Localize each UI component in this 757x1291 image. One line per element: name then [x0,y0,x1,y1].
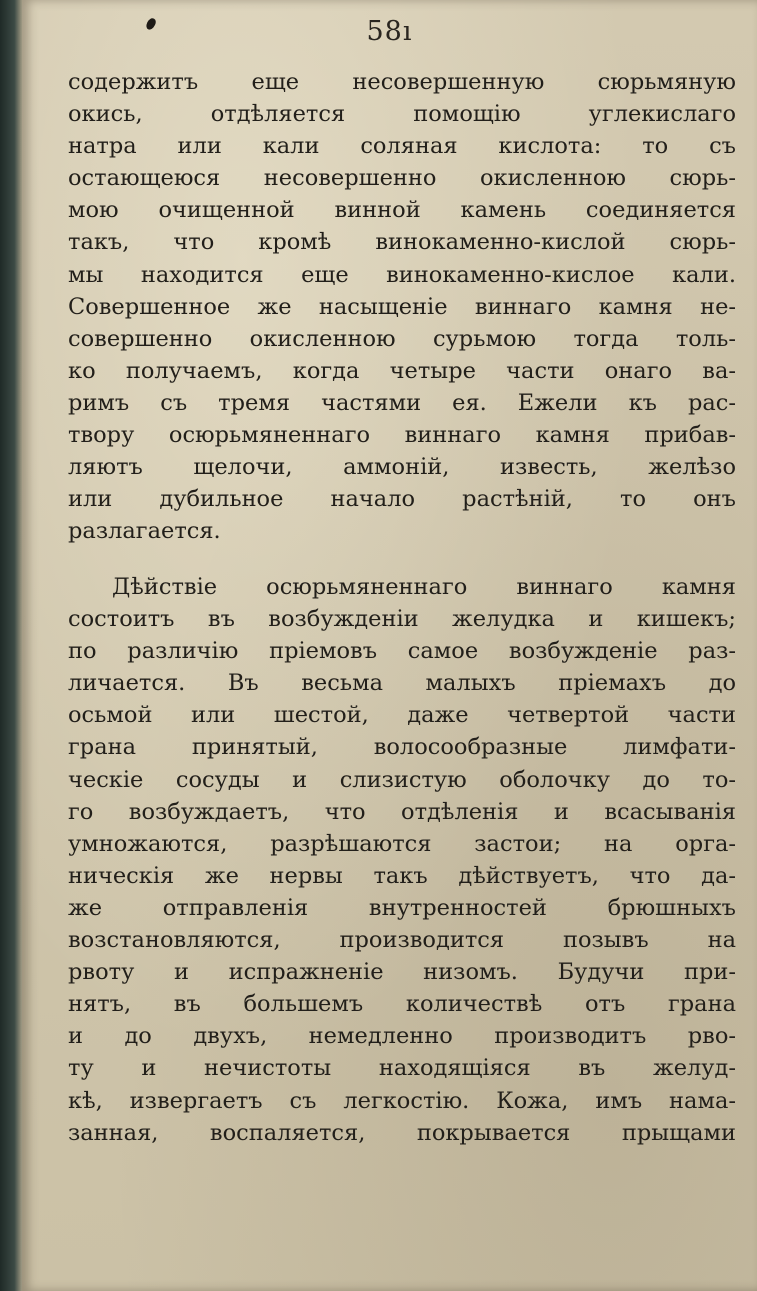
text-line: нятъ, въ большемъ количествѣ отъ грана [68,991,736,1018]
paragraph-2 [68,571,736,1149]
text-line: римъ съ тремя частями ея. Ежели къ рас- [68,389,736,416]
text-line: умножаются, разрѣшаются застои; на орга- [68,830,736,857]
text-line: ляютъ щелочи, аммонiй, известь, желѣзо [68,454,736,481]
text-line: го возбуждаетъ, что отдѣленiя и всасыванiя [68,798,736,825]
text-line: Дѣйствiе осюрьмяненнаго виннаго камня [112,574,736,600]
text-line: остающеюся несовершенно окисленною сюрь- [68,165,736,192]
text-line: натра или кали соляная кислота: то съ [68,133,736,160]
text-line: по различiю прiемовъ самое возбужденiе раз- [68,638,736,665]
book-page [22,0,757,1291]
text-line: или дубильное начало растѣнiй, то онъ [68,486,736,513]
text-line: рвоту и испражненiе низомъ. Будучи при- [68,959,736,986]
text-line: Совершенное же насыщенiе виннаго камня не- [68,293,736,320]
text-line: грана принятый, волосообразные лимфати- [68,734,736,761]
text-line: осьмой или шестой, даже четвертой части [68,702,736,729]
text-line: мою очищенной винной камень соединяется [68,197,736,224]
text-line: и до двухъ, немедленно производитъ рво- [68,1023,736,1050]
text-line: кѣ, извергаетъ съ легкостiю. Кожа, имъ нама- [68,1087,736,1114]
text-line: ническiя же нервы такъ дѣйствуетъ, что да- [68,862,736,889]
text-line: ко получаемъ, когда четыре части онаго ва- [68,357,736,384]
text-line: состоитъ въ возбужденiи желудка и кишекъ; [68,606,736,633]
text-line: твору осюрьмяненнаго виннаго камня прибав- [68,422,736,449]
text-line: возстановляются, производится позывъ на [68,927,736,954]
page-number: 58ı [366,16,413,47]
paragraph-1 [68,66,736,547]
text-line: разлагается. [68,518,221,545]
text-line: содержитъ еще несовершенную сюрьмяную [68,69,736,95]
text-line: же отправленiя внутренностей брюшныхъ [68,894,736,921]
text-line: такъ, что кромѣ винокаменно-кислой сюрь- [68,229,736,256]
text-line: мы находится еще винокаменно-кислое кали. [68,261,736,288]
text-line: ту и нечистоты находящiяся въ желуд- [68,1055,736,1082]
text-line: занная, воспаляется, покрывается прыщами [68,1119,736,1146]
text-line: окись, отдѣляется помощiю углекислаго [68,101,736,128]
text-line: совершенно окисленною сурьмою тогда толь- [68,325,736,352]
text-line: ческiе сосуды и слизистую оболочку до то- [68,766,736,793]
scan-binding-edge [0,0,24,1291]
text-line: личается. Въ весьма малыхъ прiемахъ до [68,670,736,697]
